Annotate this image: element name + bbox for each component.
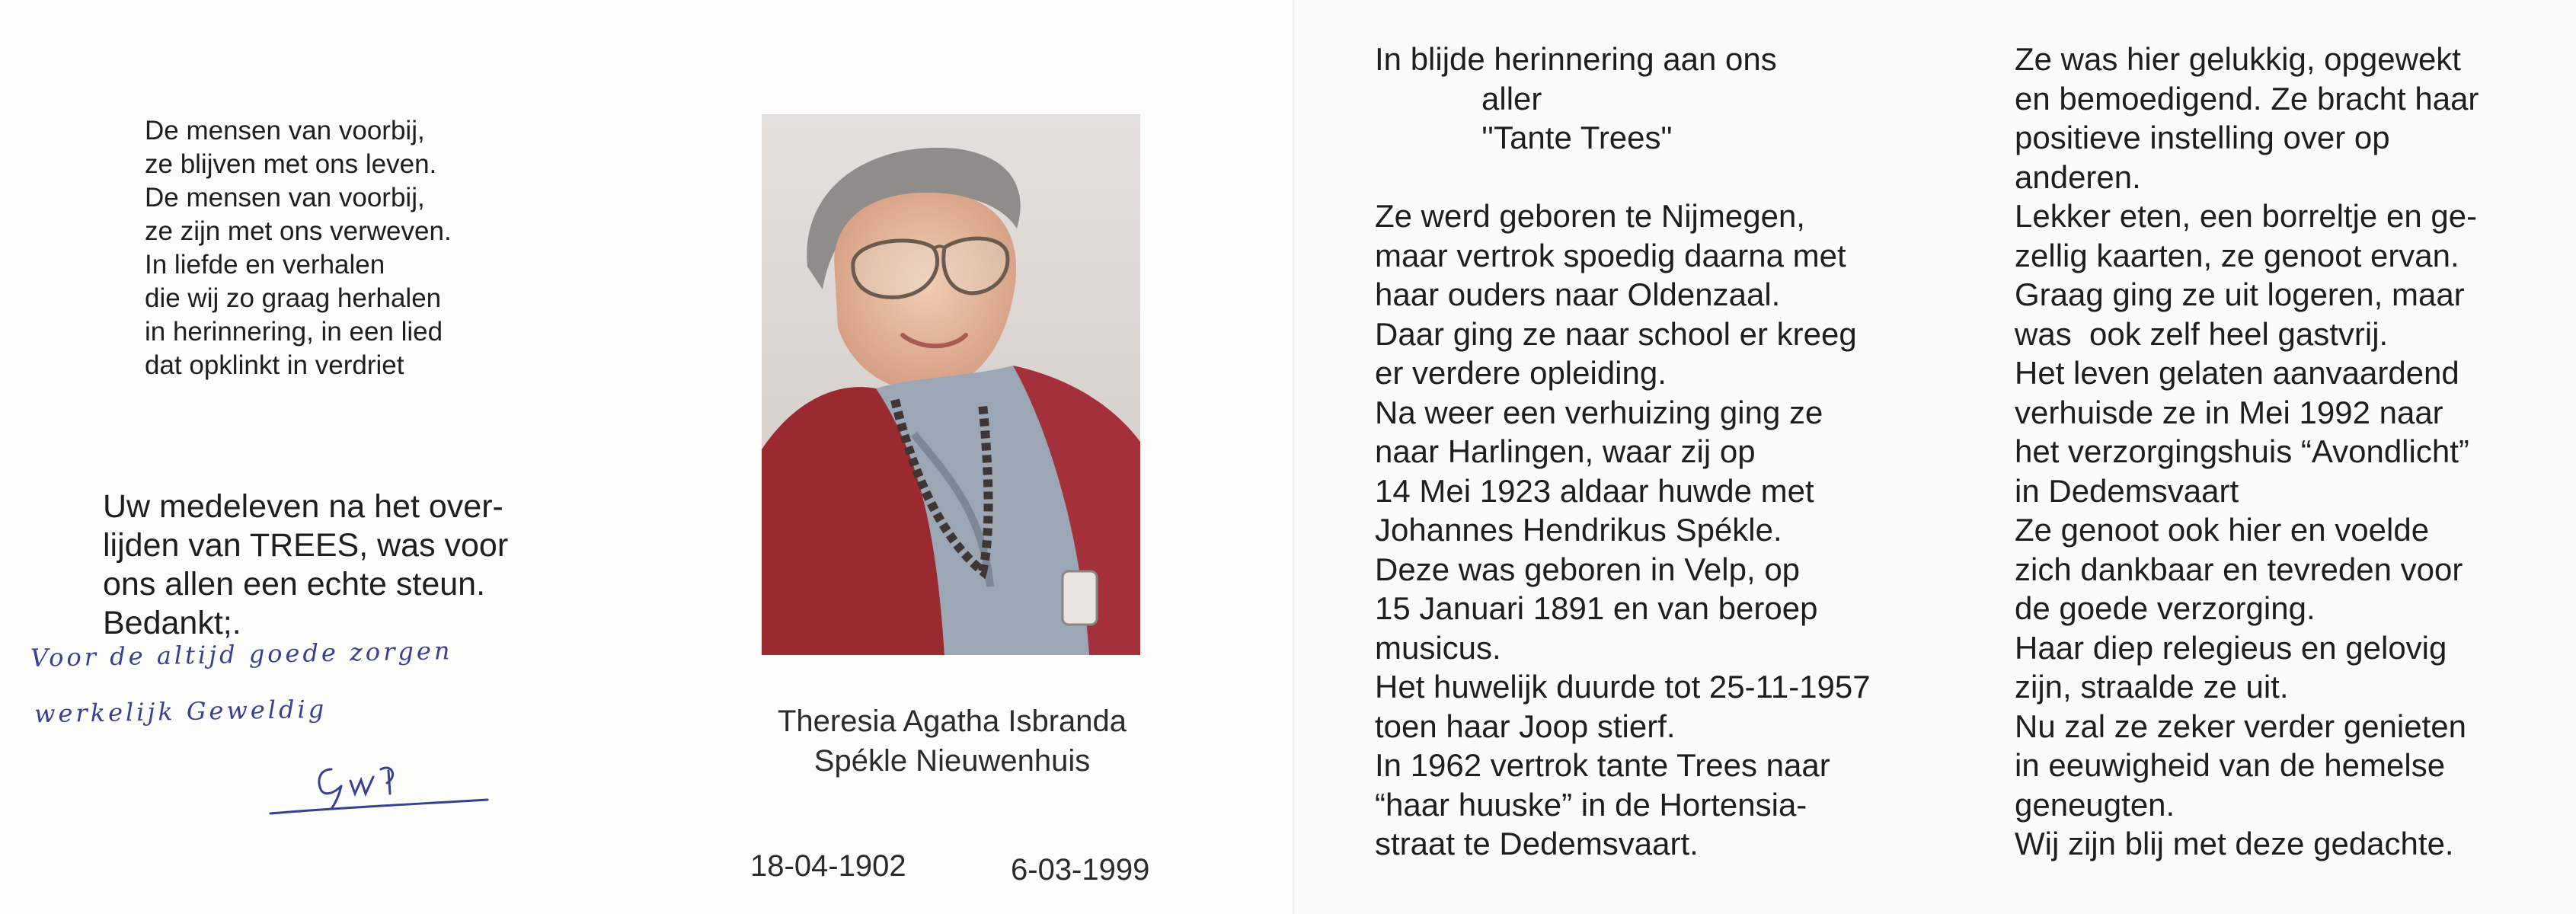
text-line: Nu zal ze zeker verder genieten (2015, 708, 2466, 744)
text-line: Het huwelijk duurde tot 25-11-1957 (1375, 669, 1871, 705)
text-line: Na weer een verhuizing ging ze (1375, 394, 1823, 430)
text-line: er verdere opleiding. (1375, 355, 1667, 391)
text-line: Wij zijn blij met deze gedachte. (2015, 826, 2454, 861)
text-line: was ook zelf heel gastvrij. (2015, 315, 2389, 352)
text-line: 15 Januari 1891 en van beroep (1375, 590, 1818, 626)
text-line: Het leven gelaten aanvaardend (2015, 355, 2459, 391)
text-line: en bemoedigend. Ze bracht haar (2015, 80, 2479, 117)
poem-line: in herinnering, in een lied (145, 317, 443, 347)
deceased-name-line2: Spékle Nieuwenhuis (813, 744, 1091, 778)
poem-line: die wij zo graag herhalen (145, 283, 442, 313)
text-line: haar ouders naar Oldenzaal. (1375, 276, 1781, 312)
text-line: geneugten. (2015, 786, 2175, 823)
text-line: verhuisde ze in Mei 1992 naar (2015, 394, 2443, 430)
poem-line: In liefde en verhalen (145, 250, 385, 280)
text-line: anderen. (2015, 158, 2141, 195)
memorial-text-column-1 (1375, 40, 1923, 864)
text-line: In blijde herinnering aan ons (1375, 41, 1777, 77)
handwritten-line: werkelijk Geweldig (34, 694, 328, 729)
thank-you-note (103, 487, 590, 643)
text-line: Daar ging ze naar school er kreeg (1375, 315, 1857, 352)
birth-date: 18-04-1902 (750, 849, 906, 883)
text-line: Graag ging ze uit logeren, maar (2015, 276, 2465, 312)
text-line (1375, 158, 1923, 197)
text-line: toen haar Joop stierf. (1375, 708, 1676, 744)
portrait-image (762, 114, 1140, 655)
text-line: ''Tante Trees" (1375, 120, 1673, 155)
poem-line: De mensen van voorbij, (145, 183, 425, 213)
text-line: Deze was geboren in Velp, op (1375, 551, 1801, 587)
deceased-name-line1: Theresia Agatha Isbranda (777, 705, 1127, 738)
text-line: musicus. (1375, 629, 1501, 666)
text-line: zijn, straalde ze uit. (2015, 669, 2289, 705)
text-line: de goede verzorging. (2015, 590, 2316, 626)
text-line: het verzorgingshuis “Avondlicht” (2015, 433, 2469, 469)
handwritten-signature (259, 746, 503, 823)
text-line: naar Harlingen, waar zij op (1375, 433, 1756, 469)
memorial-text-column-2 (2015, 40, 2563, 864)
poem-line: dat opklinkt in verdriet (145, 350, 404, 380)
text-line: Lekker eten, een borreltje en ge- (2015, 198, 2478, 234)
text-line: zich dankbaar en tevreden voor (2015, 551, 2463, 587)
handwritten-line: Voor de altijd goede zorgen (30, 636, 453, 673)
thank-you-line: Bedankt;. (103, 605, 241, 641)
text-line: positieve instelling over op (2015, 120, 2390, 155)
text-line: Ze genoot ook hier en voelde (2015, 512, 2430, 548)
text-line: zellig kaarten, ze genoot ervan. (2015, 237, 2459, 273)
handwritten-note (30, 636, 594, 838)
text-line: aller (1375, 80, 1542, 117)
text-line: In 1962 vertrok tante Trees naar (1375, 747, 1830, 783)
text-line: straat te Dedemsvaart. (1375, 826, 1699, 861)
thank-you-line: ons allen een echte steun. (103, 566, 486, 602)
text-line: “haar huuske” in de Hortensia- (1375, 786, 1807, 823)
portrait-photo (762, 114, 1140, 655)
poem-line: ze blijven met ons leven. (145, 149, 437, 179)
poem-line: De mensen van voorbij, (145, 116, 425, 145)
text-line: in eeuwigheid van de hemelse (2015, 747, 2446, 783)
poem-line: ze zijn met ons verweven. (145, 216, 452, 246)
text-line: Ze werd geboren te Nijmegen, (1375, 198, 1805, 234)
text-line: Ze was hier gelukkig, opgewekt (2015, 41, 2461, 77)
text-line: 14 Mei 1923 aldaar huwde met (1375, 472, 1814, 509)
text-line: in Dedemsvaart (2015, 472, 2239, 509)
text-line: Johannes Hendrikus Spékle. (1375, 512, 1782, 548)
text-line: Haar diep relegieus en gelovig (2015, 629, 2447, 666)
text-line: maar vertrok spoedig daarna met (1375, 237, 1846, 273)
death-date: 6-03-1999 (1011, 853, 1150, 887)
thank-you-line: lijden van TREES, was voor (103, 527, 509, 564)
poem (145, 114, 602, 382)
thank-you-line: Uw medeleven na het over- (103, 488, 503, 525)
